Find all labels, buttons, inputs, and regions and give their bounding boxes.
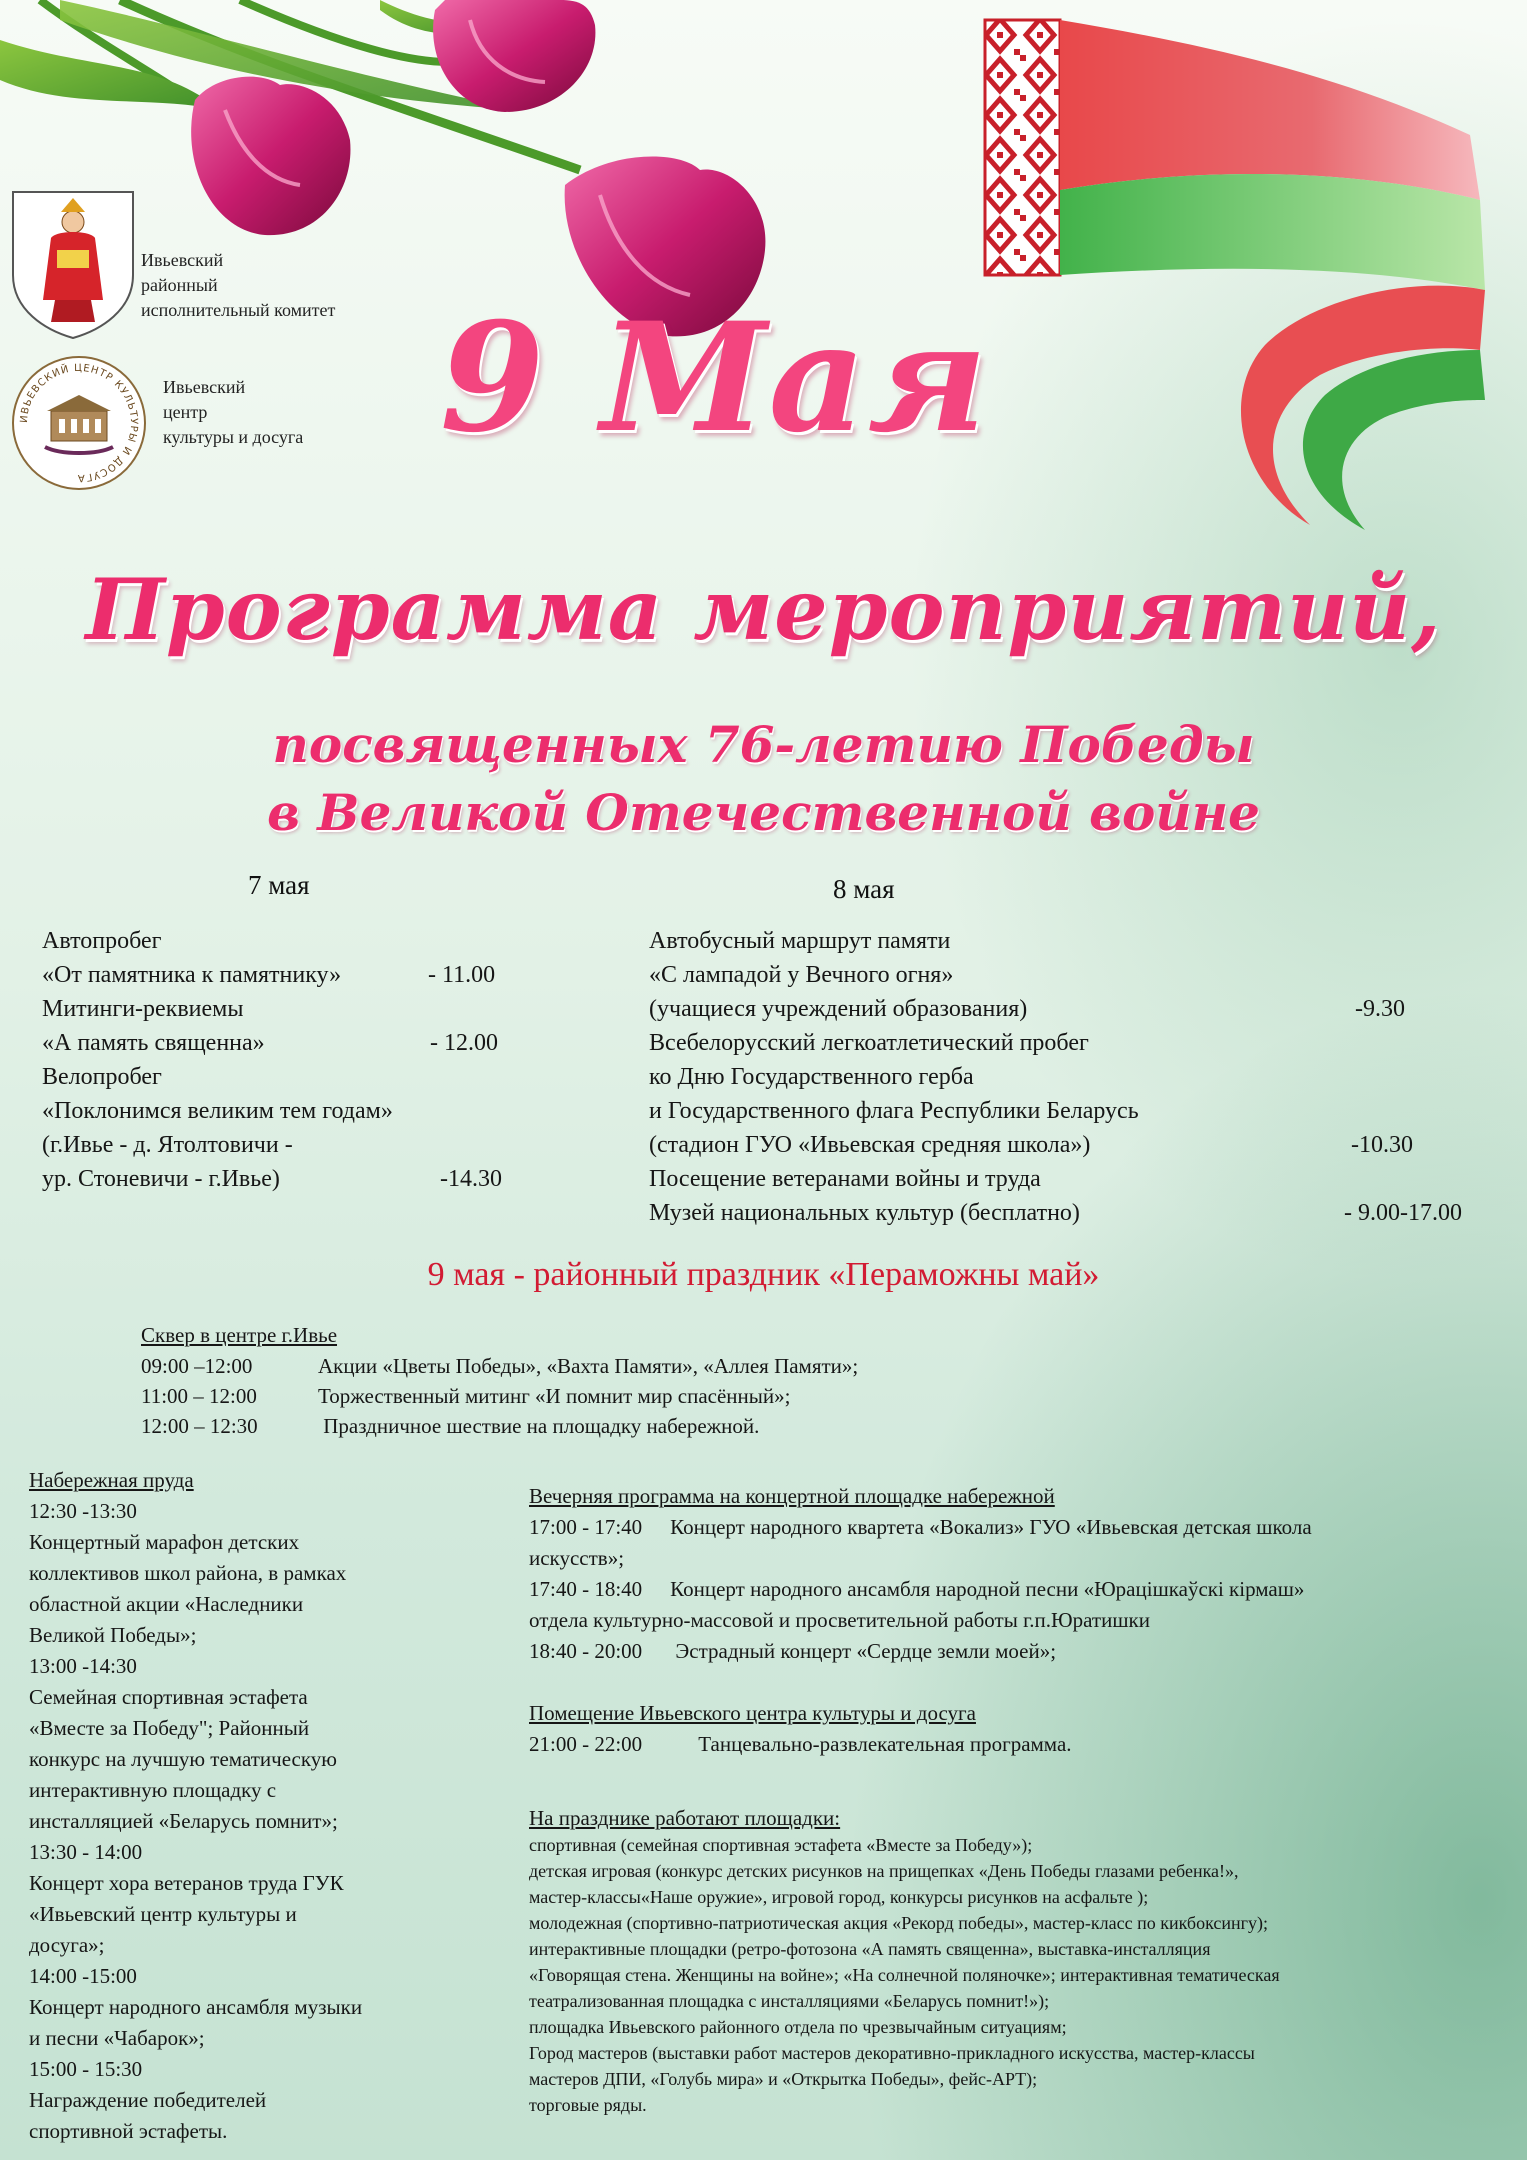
may7-time: - 11.00 bbox=[428, 962, 496, 988]
evening-text: отдела культурно-массовой и просветительной работы г.п.Юратишки bbox=[529, 1608, 1150, 1632]
may7-line: Автопробег bbox=[42, 928, 162, 954]
embankment-line: спортивной эстафеты. bbox=[29, 2119, 228, 2143]
venue-item: «Говорящая стена. Женщины на войне»; «На солнечной поляночке»; интерактивная тематическая bbox=[529, 1965, 1280, 1985]
venue-item: Город мастеров (выставки работ мастеров декоративно-прикладного искусства, мастер-классы bbox=[529, 2043, 1255, 2063]
square-row-text: Акции «Цветы Победы», «Вахта Памяти», «Аллея Памяти»; bbox=[318, 1354, 859, 1378]
embankment-line: Концерт хора ветеранов труда ГУК bbox=[29, 1871, 344, 1895]
org-line: Ивьевский bbox=[141, 250, 224, 270]
embankment-line: Великой Победы»; bbox=[29, 1623, 197, 1647]
evening-text: искусств»; bbox=[529, 1546, 625, 1570]
square-row-text: Праздничное шествие на площадку набережной. bbox=[318, 1414, 760, 1438]
evening-text: Концерт народного квартета «Вокализ» ГУО «Ивьевская детская школа bbox=[670, 1515, 1312, 1539]
evening-line bbox=[529, 1543, 1509, 1574]
square-row-time: 11:00 – 12:00 bbox=[141, 1384, 257, 1408]
may8-time: - 9.00-17.00 bbox=[1344, 1200, 1462, 1226]
venues-list bbox=[529, 1832, 1519, 2118]
culture-center-label bbox=[163, 375, 303, 450]
square-row bbox=[141, 1384, 790, 1409]
org-line: исполнительный комитет bbox=[141, 300, 336, 320]
embankment-section-title: Набережная пруда bbox=[29, 1468, 194, 1492]
square-row bbox=[141, 1354, 858, 1379]
evening-line bbox=[529, 1636, 1509, 1667]
embankment-line: Награждение победителей bbox=[29, 2088, 267, 2112]
venue-item: спортивная (семейная спортивная эстафета «Вместе за Победу»); bbox=[529, 1835, 1033, 1855]
venue-item: детская игровая (конкурс детских рисунков на прищепках «День Победы глазами ребенка!», bbox=[529, 1861, 1239, 1881]
executive-committee-label bbox=[141, 248, 335, 323]
may8-line: Автобусный маршрут памяти bbox=[649, 928, 951, 954]
evening-text: Эстрадный концерт «Сердце земли моей»; bbox=[670, 1639, 1057, 1663]
venue-item: площадка Ивьевского районного отдела по чрезвычайным ситуациям; bbox=[529, 2017, 1067, 2037]
venue-item: мастер-классы«Наше оружие», игровой город, конкурсы рисунков на асфальте ); bbox=[529, 1887, 1149, 1907]
evening-time: 17:00 - 17:40 bbox=[529, 1515, 643, 1539]
may8-time: -10.30 bbox=[1351, 1132, 1413, 1158]
ivye-coat-of-arms-icon bbox=[11, 190, 135, 340]
embankment-line: 15:00 - 15:30 bbox=[29, 2057, 143, 2081]
square-row-time: 09:00 –12:00 bbox=[141, 1354, 253, 1378]
may7-line: Велопробег bbox=[42, 1064, 162, 1090]
may7-line: «А память священна» bbox=[42, 1030, 265, 1056]
evening-line bbox=[529, 1512, 1509, 1543]
may8-line: (учащиеся учреждений образования) bbox=[649, 996, 1028, 1022]
may7-time: -14.30 bbox=[440, 1166, 502, 1192]
embankment-line: 13:30 - 14:00 bbox=[29, 1840, 143, 1864]
may8-line: Посещение ветеранами войны и труда bbox=[649, 1166, 1041, 1192]
may8-line: (стадион ГУО «Ивьевская средняя школа») bbox=[649, 1132, 1091, 1158]
may7-line: «Поклонимся великим тем годам» bbox=[42, 1098, 393, 1124]
center-section-title: Помещение Ивьевского центра культуры и досуга bbox=[529, 1701, 976, 1725]
venue-item: театрализованная площадка с инсталляциями «Беларусь помнит!»); bbox=[529, 1991, 1050, 2011]
venue-item: торговые ряды. bbox=[529, 2095, 647, 2115]
embankment-line: областной акции «Наследники bbox=[29, 1592, 304, 1616]
may7-line: «От памятника к памятнику» bbox=[42, 962, 342, 988]
evening-time: 17:40 - 18:40 bbox=[529, 1577, 643, 1601]
org-line: культуры и досуга bbox=[163, 427, 304, 447]
may7-line: Митинги-реквиемы bbox=[42, 996, 244, 1022]
evening-text: Концерт народного ансамбля народной песни «Юрацiшкаўскi кiрмаш» bbox=[670, 1577, 1305, 1601]
square-row bbox=[141, 1414, 759, 1439]
program-title: Программа мероприятий, bbox=[85, 560, 1442, 659]
square-row-text: Торжественный митинг «И помнит мир спасённый»; bbox=[318, 1384, 791, 1408]
evening-line bbox=[529, 1574, 1509, 1605]
org-line: центр bbox=[163, 402, 208, 422]
culture-center-emblem-icon bbox=[11, 355, 147, 491]
venue-item: мастеров ДПИ, «Голубь мира» и «Открытка Победы», фейс-АРТ); bbox=[529, 2069, 1038, 2089]
may7-heading: 7 мая bbox=[248, 870, 310, 900]
embankment-line: «Ивьевский центр культуры и bbox=[29, 1902, 297, 1926]
subtitle-line-1: посвященных 76-летию Победы bbox=[272, 715, 1255, 774]
square-section-title: Сквер в центре г.Ивье bbox=[141, 1323, 338, 1347]
evening-time: 18:40 - 20:00 bbox=[529, 1639, 643, 1663]
may8-line: и Государственного флага Республики Беларусь bbox=[649, 1098, 1139, 1124]
may7-time: - 12.00 bbox=[430, 1030, 498, 1056]
embankment-line: интерактивную площадку с bbox=[29, 1778, 277, 1802]
evening-line bbox=[529, 1605, 1509, 1636]
embankment-line: конкурс на лучшую тематическую bbox=[29, 1747, 337, 1771]
subtitle-line-2: в Великой Отечественной войне bbox=[267, 783, 1260, 842]
center-time: 21:00 - 22:00 bbox=[529, 1732, 643, 1756]
may8-line: Всебелорусский легкоатлетический пробег bbox=[649, 1030, 1089, 1056]
may8-line: «С лампадой у Вечного огня» bbox=[649, 962, 954, 988]
may8-line: ко Дню Государственного герба bbox=[649, 1064, 974, 1090]
may7-line: (г.Ивье - д. Ятолтовичи - bbox=[42, 1132, 293, 1158]
embankment-line: «Вместе за Победу"; Районный bbox=[29, 1716, 310, 1740]
embankment-schedule bbox=[29, 1496, 469, 2147]
embankment-line: 14:00 -15:00 bbox=[29, 1964, 137, 1988]
venue-item: молодежная (спортивно-патриотическая акция «Рекорд победы», мастер-класс по кикбоксингу); bbox=[529, 1913, 1269, 1933]
embankment-line: и песни «Чабарок»; bbox=[29, 2026, 205, 2050]
embankment-line: Концерт народного ансамбля музыки bbox=[29, 1995, 363, 2019]
org-line: районный bbox=[141, 275, 218, 295]
date-title: 9 Мая bbox=[440, 290, 990, 466]
venue-item: интерактивные площадки (ретро-фотозона «А память священна», выставка-инсталляция bbox=[529, 1939, 1211, 1959]
embankment-line: 13:00 -14:30 bbox=[29, 1654, 137, 1678]
venues-section-title: На празднике работают площадки: bbox=[529, 1806, 841, 1830]
evening-section-title: Вечерняя программа на концертной площадке набережной bbox=[529, 1484, 1055, 1508]
may8-heading: 8 мая bbox=[833, 874, 895, 904]
seal-ring-text: ИВЬЕВСКИЙ ЦЕНТР КУЛЬТУРЫ И ДОСУГА bbox=[18, 362, 140, 484]
embankment-line: инсталляцией «Беларусь помнит»; bbox=[29, 1809, 338, 1833]
embankment-line: коллективов школ района, в рамках bbox=[29, 1561, 347, 1585]
may7-line: ур. Стоневичи - г.Ивье) bbox=[42, 1166, 280, 1192]
embankment-line: досуга»; bbox=[29, 1933, 105, 1957]
holiday-title: 9 мая - районный праздник «Пераможны май» bbox=[427, 1256, 1100, 1293]
embankment-line: 12:30 -13:30 bbox=[29, 1499, 137, 1523]
embankment-line: Концертный марафон детских bbox=[29, 1530, 300, 1554]
may8-line: Музей национальных культур (бесплатно) bbox=[649, 1200, 1080, 1226]
may8-time: -9.30 bbox=[1355, 996, 1405, 1022]
center-row bbox=[529, 1732, 1072, 1757]
org-line: Ивьевский bbox=[163, 377, 246, 397]
embankment-line: Семейная спортивная эстафета bbox=[29, 1685, 308, 1709]
evening-schedule bbox=[529, 1512, 1509, 1667]
center-text: Танцевально-развлекательная программа. bbox=[693, 1732, 1072, 1756]
square-row-time: 12:00 – 12:30 bbox=[141, 1414, 258, 1438]
